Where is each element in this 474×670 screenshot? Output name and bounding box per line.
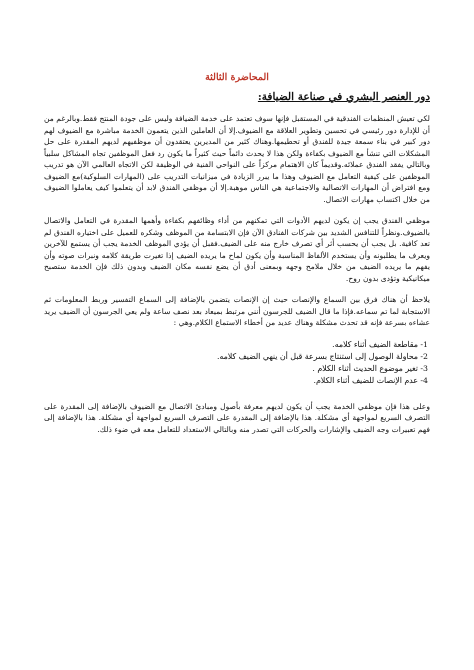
list-item: 4- عدم الإنصات للضيف أثناء الكلام. xyxy=(313,375,428,385)
list-item: 3- تغير موضوع الحديث أثناء الكلام . xyxy=(312,363,428,373)
closing-paragraph: وعلى هذا فإن موظفي الخدمة يجب أن يكون لديهم معرفة بأصول ومبادئ الاتصال مع الضيوف بالإضافة إلى المقدرة على التصرف السريع لمواجهة أي مشكلة. هذا بالإضافة إلى المقدرة على التصرف السريع لمواجهة أي مشكلة. هذا بالإضافة إلى فهم تعبيرات وجه الضيف والإشارات والحركات التي تصدر منه وبالتالي الاستعداد للتعامل معه في ضوء ذلك. xyxy=(44,401,430,434)
list-item: 2- محاولة الوصول إلى استنتاج بسرعة قبل أن ينهي الضيف كلامه. xyxy=(216,351,428,361)
listening-mistakes-list xyxy=(44,339,430,387)
paragraph-1: لكي تعيش المنظمات الفندقية في المستقبل فإنها سوف تعتمد على خدمة الضيافة وليس على جودة المنتج فقط.وبالرغم من أن للإدارة دور رئيسي في تحسين وتطوير العلاقة مع الضيوف.إلا أن العاملين الذين يتعمون الخدمة مباشرة مع الضيوف لهم دور كبير في بناء سمعة جيدة للفندق أو تحطيمها.وهناك كثير من المديرين يعتقدون أن موظفيهم لديهم المقدرة على حل المشكلات التي تنشأ مع الضيوف بكفاءة ولكن هذا لا يحدث دائماً حيث كثيراً ما يكون رد فعل الموظفين تجاه المشاكل سلبياً وبالتالي يفقد الفندق عملائه.وقديماً كان الاهتمام مركزاً على النواحي الفنية في الوظيفة لكن الاتجاه العالمي الآن هو تدريب الموظفين على كيفية التعامل مع الضيوف وهذا ما يبرر الزيادة في ميزانيات التدريب على (المهارات السلوكية)مع الضيوف ومع افتراض أن المهارات الاتصالية والاجتماعية هي الناس موهبة.إلا أن موظفي الفندق لابد أن يتعلموا كيف يعاملوا الضيوف من خلال اكتساب مهارات الاتصال. xyxy=(44,114,430,204)
list-item: 1- مقاطعة الضيف أثناء كلامه. xyxy=(332,339,428,349)
section-title: دور العنصر البشري في صناعة الضيافة: xyxy=(257,91,430,103)
paragraph-2: موظفي الفندق يجب إن يكون لديهم الأدوات التي تمكنهم من أداء وظائفهم بكفاءة وأهمها المقدرة في التعامل والاتصال بالضيوف.ونظراً للتنافس الشديد بين شركات الفنادق الآن فإن الابتسامة من الموظف وشكره للعميل على اختياره الفندق لم تعد كافية. بل يجب أن يحسب أثر أي تصرف خارج منه على الضيف.فقبل أن يؤدي الموظف الخدمة يجب أن يستمع للآخرين ويعرف ما يطلبونه وأن يستخدم الألفاظ المناسبة وأن يكون لماح ما يريده الضيف إذا تغيرت طريقة كلامه ونبرات صوته وأن يفهم ما يريده الضيف من خلال ملامح وجهه وبمعنى أدق أن يضع نفسه مكان الضيف وبدون ذلك فإن الخدمة ستصبح ميكانيكية وتؤدى بدون روح. xyxy=(44,216,430,283)
lecture-title: المحاضرة الثالثة xyxy=(205,72,269,83)
paragraph-3: يلاحظ أن هناك فرق بين السماع والإنصات حيث إن الإنصات يتضمن بالإضافة إلى السماع التفسير وربط المعلومات ثم الاستجابة لما تم سماعه.فإذا ما قال الضيف للجرسون أنني مرتبط بميعاد بعد نصف ساعة ولم يعي الجرسون أن الضيف يريد عشاءه بسرعة فإنه قد تحدث مشكلة وهناك عديد من أخطاء الاستماع الكلام.وهي : xyxy=(44,295,430,327)
